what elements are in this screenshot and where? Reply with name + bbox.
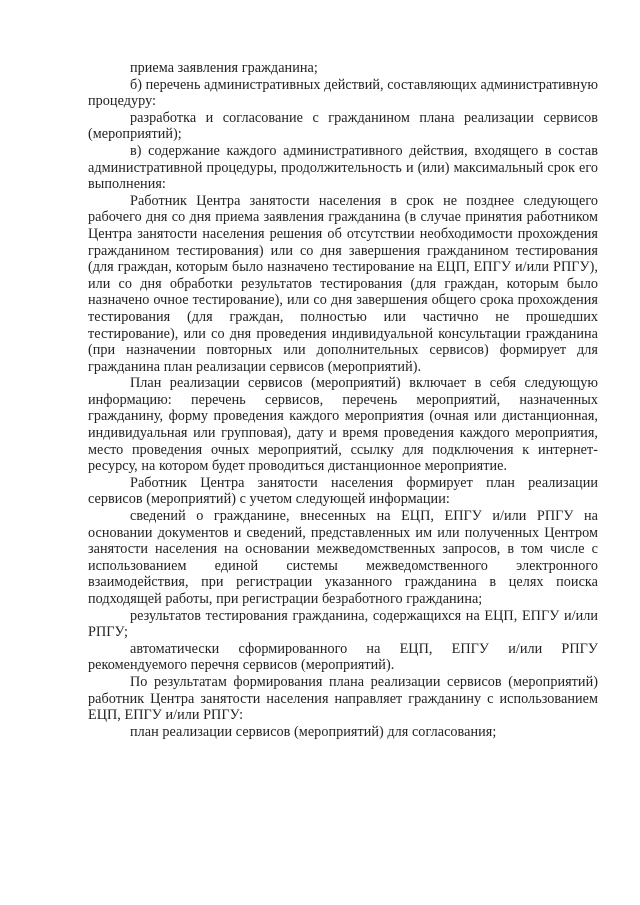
paragraph-6: План реализации сервисов (мероприятий) включает в себя следующую информацию: перечень сервисов, перечень мероприятий, назначенных гражданину, форму проведения каждого мероприятия (очная или дистанционная, индивидуальная или групповая), дату и время проведения каждого мероприятия, место проведения очных мероприятий, ссылку для подключения к интернет-ресурсу, на котором будет проводиться дистанционное мероприятие. [88,375,598,475]
paragraph-12: план реализации сервисов (мероприятий) для согласования; [130,723,497,740]
paragraph-3: разработка и согласование с гражданином плана реализации сервисов (мероприятий); [88,109,598,143]
paragraph-4: в) содержание каждого административного действия, входящего в состав административной процедуры, продолжительность и (или) максимальный срок его выполнения: [88,142,598,193]
paragraph-11: По результатам формирования плана реализации сервисов (мероприятий) работник Центра занятости населения направляет гражданину с использованием ЕЦП, ЕПГУ и/или РПГУ: [88,673,598,724]
paragraph-2: б) перечень административных действий, составляющих административную процедуру: [88,76,598,110]
paragraph-1: приема заявления гражданина; [130,60,318,76]
paragraph-9: результатов тестирования гражданина, содержащихся на ЕЦП, ЕПГУ и/или РПГУ; [88,607,598,641]
paragraph-8: сведений о гражданине, внесенных на ЕЦП, ЕПГУ и/или РПГУ на основании документов и сведений, представленных им или полученных Центром занятости населения на основании межведомственных запросов, в том числе с использованием единой системы межведомственного электронного взаимодействия, при регистрации указанного гражданина в целях поиска подходящей работы, при регистрации безработного гражданина; [88,508,598,607]
paragraph-7: Работник Центра занятости населения формирует план реализации сервисов (мероприятий) с учетом следующей информации: [88,474,598,508]
paragraph-5: Работник Центра занятости населения в срок не позднее следующего рабочего дня со дня приема заявления гражданина (в случае принятия работником Центра занятости населения решения об отсутствии необходимости прохождения гражданином тестирования) или со дня завершения гражданином тестирования (для граждан, которым было назначено тестирование на ЕЦП, ЕПГУ и/или РПГУ), или со дня обработки результатов тестирования (для граждан, которым было назначено очное тестирование), или со дня завершения общего срока прохождения тестирования (для граждан, полностью или частично не прошедших тестирование), или со дня проведения индивидуальной консультации гражданина (при назначении повторных или дополнительных сервисов) формирует для гражданина план реализации сервисов (мероприятий). [88,192,598,375]
paragraph-10: автоматически сформированного на ЕЦП, ЕПГУ и/или РПГУ рекомендуемого перечня сервисов (мероприятий). [88,640,598,674]
